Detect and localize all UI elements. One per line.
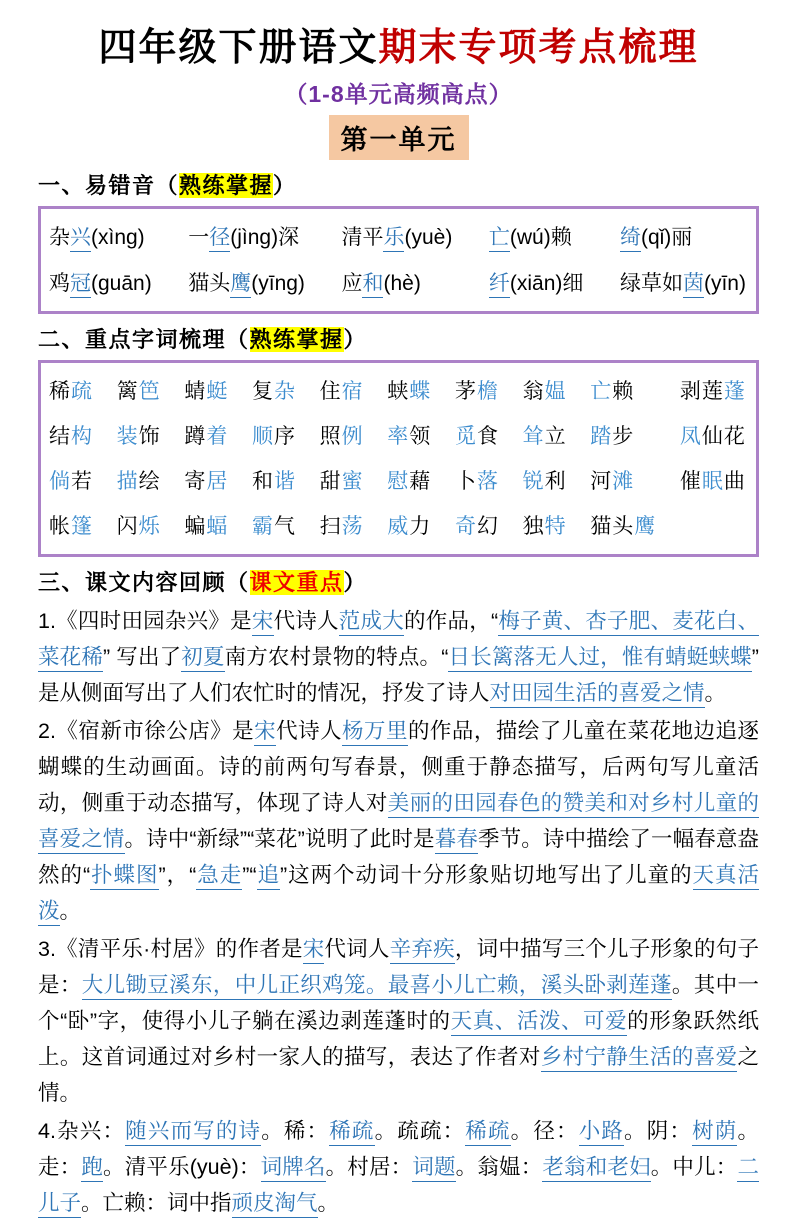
word-entry	[49, 465, 93, 495]
word-entry	[387, 375, 431, 405]
text-segment: 3.《清平乐·村居》的作者是	[38, 936, 303, 961]
text-segment: 荡	[341, 514, 364, 538]
text-segment: 清平	[341, 225, 384, 249]
word-entry	[320, 465, 364, 495]
heading-text: ）	[273, 172, 297, 198]
text-segment: 。诗中“新绿”“菜花”说明了此时是	[124, 826, 435, 851]
word-entry	[387, 420, 431, 450]
word-entry	[252, 465, 296, 495]
text-segment: 二儿子	[38, 1155, 759, 1218]
unit-banner-row	[38, 115, 759, 160]
text-segment: 亡	[489, 226, 510, 252]
text-segment: 踏	[590, 424, 613, 448]
word-entry	[455, 465, 499, 495]
text-segment: 利	[544, 469, 567, 493]
word-entry	[680, 465, 746, 495]
text-segment: 滩	[612, 469, 635, 493]
text-segment: 宋	[303, 937, 325, 964]
word-entry	[184, 465, 228, 495]
heading-highlight-red: 课文重点	[249, 569, 344, 595]
pinyin-entry	[620, 267, 746, 297]
pinyin-table	[38, 206, 759, 314]
text-segment: (xìng)	[91, 225, 145, 249]
text-segment: 猫头	[188, 271, 231, 295]
text-segment: 曲	[723, 469, 746, 493]
text-segment: 绘	[138, 469, 161, 493]
text-segment: 威	[387, 514, 410, 538]
heading-text: ）	[343, 569, 368, 595]
word-entry	[184, 510, 228, 540]
text-segment: 独	[522, 514, 545, 538]
page-subtitle: （1-8单元高频高点）	[284, 80, 513, 107]
word-entry	[117, 420, 161, 450]
pinyin-entry	[341, 267, 452, 297]
text-segment: 宋	[254, 719, 276, 746]
pinyin-entry	[620, 221, 746, 251]
text-segment: 扫	[319, 514, 342, 538]
pinyin-entry	[49, 267, 152, 297]
text-segment: 剥莲	[679, 379, 724, 403]
text-segment: 装	[116, 424, 139, 448]
text-segment: 杂	[49, 225, 70, 249]
text-segment: 居	[206, 469, 229, 493]
text-segment: 。疏疏：	[374, 1118, 466, 1143]
text-segment: 对田园生活的喜爱之情	[490, 681, 705, 708]
text-segment: 。	[59, 898, 82, 923]
text-segment: 随兴而写的诗	[125, 1119, 261, 1146]
text-segment: 乐	[383, 226, 404, 252]
text-segment: 应	[341, 271, 363, 295]
text-segment: 的作品，描绘了儿童在菜花地边追逐蝴蝶的生动画面。诗的前两句写春景，侧重于静态描写，后两句写儿童活动，侧重于动态描写，体现了诗人对	[38, 718, 759, 815]
heading-highlight: 熟练掌握	[249, 326, 344, 352]
word-entry	[523, 375, 567, 405]
text-segment: 老翁和老妇	[542, 1155, 650, 1182]
text-segment: 之情。	[38, 1044, 759, 1105]
text-segment: 2.《宿新市徐公店》是	[38, 718, 255, 743]
text-segment: 初夏	[181, 645, 224, 672]
text-segment: 宋	[252, 609, 274, 636]
text-segment: 倘	[49, 469, 71, 493]
text-segment: 范成大	[339, 609, 404, 636]
text-segment: 蛱	[387, 379, 410, 403]
text-segment: 。其中一个“卧”字，使得小儿子躺在溪边剥莲蓬时的	[38, 972, 759, 1033]
text-segment: 序	[273, 424, 296, 448]
text-segment: 特	[544, 514, 567, 538]
text-segment: 帐	[49, 514, 71, 538]
text-segment: 的形象跃然纸上。这首词通过对乡村一家人的描写，表达了作者对	[38, 1008, 759, 1069]
word-entry	[49, 510, 93, 540]
unit-banner: 第一单元	[329, 115, 469, 160]
text-segment: 步	[612, 424, 635, 448]
word-entry	[387, 510, 431, 540]
text-segment: 河	[590, 469, 613, 493]
text-segment: 仙花	[701, 424, 746, 448]
word-entry	[455, 510, 499, 540]
heading-text: 三、课文内容回顾（	[38, 569, 250, 595]
text-segment: 宿	[341, 379, 364, 403]
word-entry	[320, 375, 364, 405]
text-segment: 乡村宁静生活的喜爱	[541, 1045, 738, 1072]
text-segment: 寄	[184, 469, 207, 493]
text-segment: 稀	[49, 379, 71, 403]
text-segment: 。阴：	[624, 1118, 693, 1143]
text-segment: 翁	[522, 379, 545, 403]
text-segment: 锐	[522, 469, 545, 493]
text-segment: 饰	[138, 424, 161, 448]
text-segment: 4.杂兴：	[38, 1118, 126, 1143]
word-table	[38, 360, 759, 557]
text-segment: (guān)	[91, 271, 152, 295]
text-segment: 篷	[71, 514, 93, 538]
text-segment: 蹲	[184, 424, 207, 448]
text-segment: 美丽的田园春色的赞美和对乡村儿童的喜爱之情	[38, 791, 759, 854]
text-segment: 鸡	[49, 271, 70, 295]
text-segment: 代词人	[324, 936, 390, 961]
text-segment: 疏	[71, 379, 93, 403]
text-segment: 眠	[701, 469, 724, 493]
text-segment: 词题	[412, 1155, 455, 1182]
word-entry	[252, 510, 296, 540]
page-title	[38, 26, 759, 72]
text-segment: 媪	[544, 379, 567, 403]
heading-text: 二、重点字词梳理（	[38, 326, 250, 352]
pinyin-entry	[49, 221, 152, 251]
text-segment: 大儿锄豆溪东，中儿正织鸡笼。最喜小儿亡赖，溪头卧剥莲蓬	[82, 973, 672, 1000]
text-segment: (yīn)	[703, 271, 746, 295]
word-entry	[387, 465, 431, 495]
text-segment: 觅	[454, 424, 477, 448]
text-segment: 鹰	[634, 514, 657, 538]
word-entry	[523, 465, 567, 495]
paragraph	[38, 1113, 759, 1221]
text-segment: 顽皮淘气	[232, 1191, 318, 1218]
text-segment: 稀疏	[465, 1119, 510, 1146]
text-segment: 。	[317, 1190, 340, 1215]
text-segment: 着	[206, 424, 229, 448]
text-segment: 和	[362, 272, 383, 298]
word-entry	[590, 375, 656, 405]
text-segment: 稀疏	[329, 1119, 374, 1146]
word-entry	[117, 465, 161, 495]
text-segment: 词牌名	[261, 1155, 326, 1182]
section-heading-zidian	[38, 323, 759, 354]
text-segment: 慰	[387, 469, 410, 493]
text-segment: 领	[409, 424, 432, 448]
text-segment: 构	[71, 424, 93, 448]
text-segment: 季节。诗中描绘了一幅春意盎然的“	[38, 826, 759, 887]
text-segment: 南方农村景物的特点。“	[224, 644, 449, 669]
text-segment: ，词中描写三个儿子形象的句子是：	[38, 936, 759, 997]
word-entry	[455, 375, 499, 405]
text-segment: 。清平乐(yuè)：	[103, 1154, 261, 1179]
word-entry	[117, 510, 161, 540]
text-segment: 藉	[409, 469, 432, 493]
text-segment: 复	[251, 379, 274, 403]
text-segment: (yīng)	[251, 271, 305, 295]
text-segment: ” 是从侧面写出了人们农忙时的情况，抒发了诗人	[38, 644, 759, 705]
text-segment: 亡	[590, 379, 613, 403]
pinyin-entry	[489, 221, 584, 251]
text-segment: 卜	[454, 469, 477, 493]
page-title-black: 四年级下册语文	[98, 27, 379, 69]
text-segment: 烁	[138, 514, 161, 538]
text-segment: 力	[409, 514, 432, 538]
text-segment: 天真、活泼、可爱	[451, 1009, 628, 1036]
page-title-red: 期末专项考点梳理	[378, 27, 699, 69]
text-segment: (xiān)细	[509, 271, 584, 295]
text-segment: 。村居：	[325, 1154, 413, 1179]
text-segment: (qǐ)丽	[640, 225, 693, 249]
text-segment: 。径：	[510, 1118, 579, 1143]
text-segment: 绮	[620, 226, 641, 252]
text-segment: 。	[704, 680, 727, 705]
word-entry	[49, 375, 93, 405]
text-segment: 幻	[476, 514, 499, 538]
text-segment: 代诗人	[276, 718, 343, 743]
text-segment: 日长篱落无人过，惟有蜻蜓蛱蝶	[448, 645, 751, 672]
word-entry	[680, 375, 746, 405]
text-segment: 小路	[579, 1119, 624, 1146]
text-segment: 顺	[251, 424, 274, 448]
word-entry	[49, 420, 93, 450]
word-entry	[252, 420, 296, 450]
text-segment: 径	[209, 226, 230, 252]
heading-highlight: 熟练掌握	[179, 172, 274, 198]
text-segment: 茅	[454, 379, 477, 403]
text-segment: 暮春	[435, 827, 478, 854]
text-segment: 纤	[489, 272, 510, 298]
text-segment: 追	[257, 863, 280, 890]
text-segment: 蜜	[341, 469, 364, 493]
text-segment: 耸	[522, 424, 545, 448]
text-segment: 辛弃疾	[390, 937, 455, 964]
text-segment: 立	[544, 424, 567, 448]
text-segment: 蝶	[409, 379, 432, 403]
section-heading-yicuoyin	[38, 169, 759, 200]
text-segment: 甜	[319, 469, 342, 493]
pinyin-entry	[188, 267, 305, 297]
pinyin-entry	[341, 221, 452, 251]
text-segment: 赖	[612, 379, 635, 403]
text-segment: (yuè)	[404, 225, 453, 249]
text-segment: (hè)	[383, 271, 421, 295]
text-segment: 率	[387, 424, 410, 448]
text-segment: 奇	[454, 514, 477, 538]
text-segment: 笆	[138, 379, 161, 403]
text-segment: 。稀：	[261, 1118, 330, 1143]
word-entry	[184, 375, 228, 405]
text-segment: 鹰	[230, 272, 251, 298]
text-segment: 跑	[81, 1155, 103, 1182]
text-segment: 杨万里	[342, 719, 408, 746]
text-segment: 。走：	[38, 1118, 759, 1179]
word-entry	[184, 420, 228, 450]
text-segment: (wú)赖	[509, 225, 572, 249]
word-entry	[680, 420, 746, 450]
text-segment: 。亡赖：词中指	[81, 1190, 232, 1215]
text-segment: 绿草如	[619, 271, 683, 295]
text-segment: ”“	[242, 862, 257, 887]
text-segment: 梅子黄、杏子肥、麦花白、菜花稀	[38, 609, 759, 672]
text-segment: (jìng)深	[230, 225, 300, 249]
text-segment: 闪	[116, 514, 139, 538]
word-entry	[523, 420, 567, 450]
text-segment: 霸	[251, 514, 274, 538]
word-entry	[590, 510, 656, 540]
text-segment: 茵	[683, 272, 704, 298]
text-segment: 蓬	[723, 379, 746, 403]
word-entry	[252, 375, 296, 405]
text-segment: 住	[319, 379, 342, 403]
paragraph	[38, 713, 759, 929]
word-entry	[523, 510, 567, 540]
word-entry	[590, 420, 656, 450]
text-segment: 照	[319, 424, 342, 448]
paragraph	[38, 603, 759, 711]
text-segment: 若	[71, 469, 93, 493]
word-entry	[455, 420, 499, 450]
text-segment: 描	[116, 469, 139, 493]
text-segment: 蜓	[206, 379, 229, 403]
text-segment: 落	[476, 469, 499, 493]
pinyin-entry	[489, 267, 584, 297]
heading-text: ）	[343, 326, 368, 352]
text-segment: 蝙	[184, 514, 207, 538]
text-segment: 兴	[70, 226, 91, 252]
text-segment: 蝠	[206, 514, 229, 538]
section-heading-kewen	[38, 566, 759, 597]
text-segment: 凤	[679, 424, 702, 448]
text-segment: 蜻	[184, 379, 207, 403]
text-segment: 食	[476, 424, 499, 448]
text-segment: 。中儿：	[650, 1154, 738, 1179]
text-segment: 篱	[116, 379, 139, 403]
text-segment: 谐	[273, 469, 296, 493]
text-segment: 扑蝶图	[90, 863, 158, 890]
text-segment: 结	[49, 424, 71, 448]
text-segment: 。翁媪：	[455, 1154, 543, 1179]
text-segment: 一	[188, 225, 210, 249]
text-segment: ”，“	[158, 862, 197, 887]
word-entry	[590, 465, 656, 495]
text-segment: 杂	[273, 379, 296, 403]
text-segment: 天真活泼	[38, 863, 759, 926]
text-segment: 冠	[70, 272, 91, 298]
text-segment: 气	[273, 514, 296, 538]
word-entry	[320, 420, 364, 450]
text-segment: 和	[251, 469, 274, 493]
text-segment: 檐	[476, 379, 499, 403]
heading-text: 一、易错音（	[38, 172, 180, 198]
paragraph	[38, 931, 759, 1111]
text-segment: 代诗人	[273, 608, 339, 633]
pinyin-entry	[188, 221, 305, 251]
text-segment: ”这两个动词十分形象贴切地写出了儿童的	[279, 862, 693, 887]
text-segment: 猫头	[590, 514, 635, 538]
text-segment: 例	[341, 424, 364, 448]
text-segment: 1.《四时田园杂兴》是	[38, 608, 252, 633]
text-segment: 急走	[196, 863, 242, 890]
text-segment: 催	[679, 469, 702, 493]
word-entry	[320, 510, 364, 540]
word-entry	[117, 375, 161, 405]
text-segment: 的作品，“	[404, 608, 499, 633]
paragraph-list	[38, 603, 759, 1221]
text-segment: 树荫	[692, 1119, 737, 1146]
text-segment: ” 写出了	[102, 644, 182, 669]
